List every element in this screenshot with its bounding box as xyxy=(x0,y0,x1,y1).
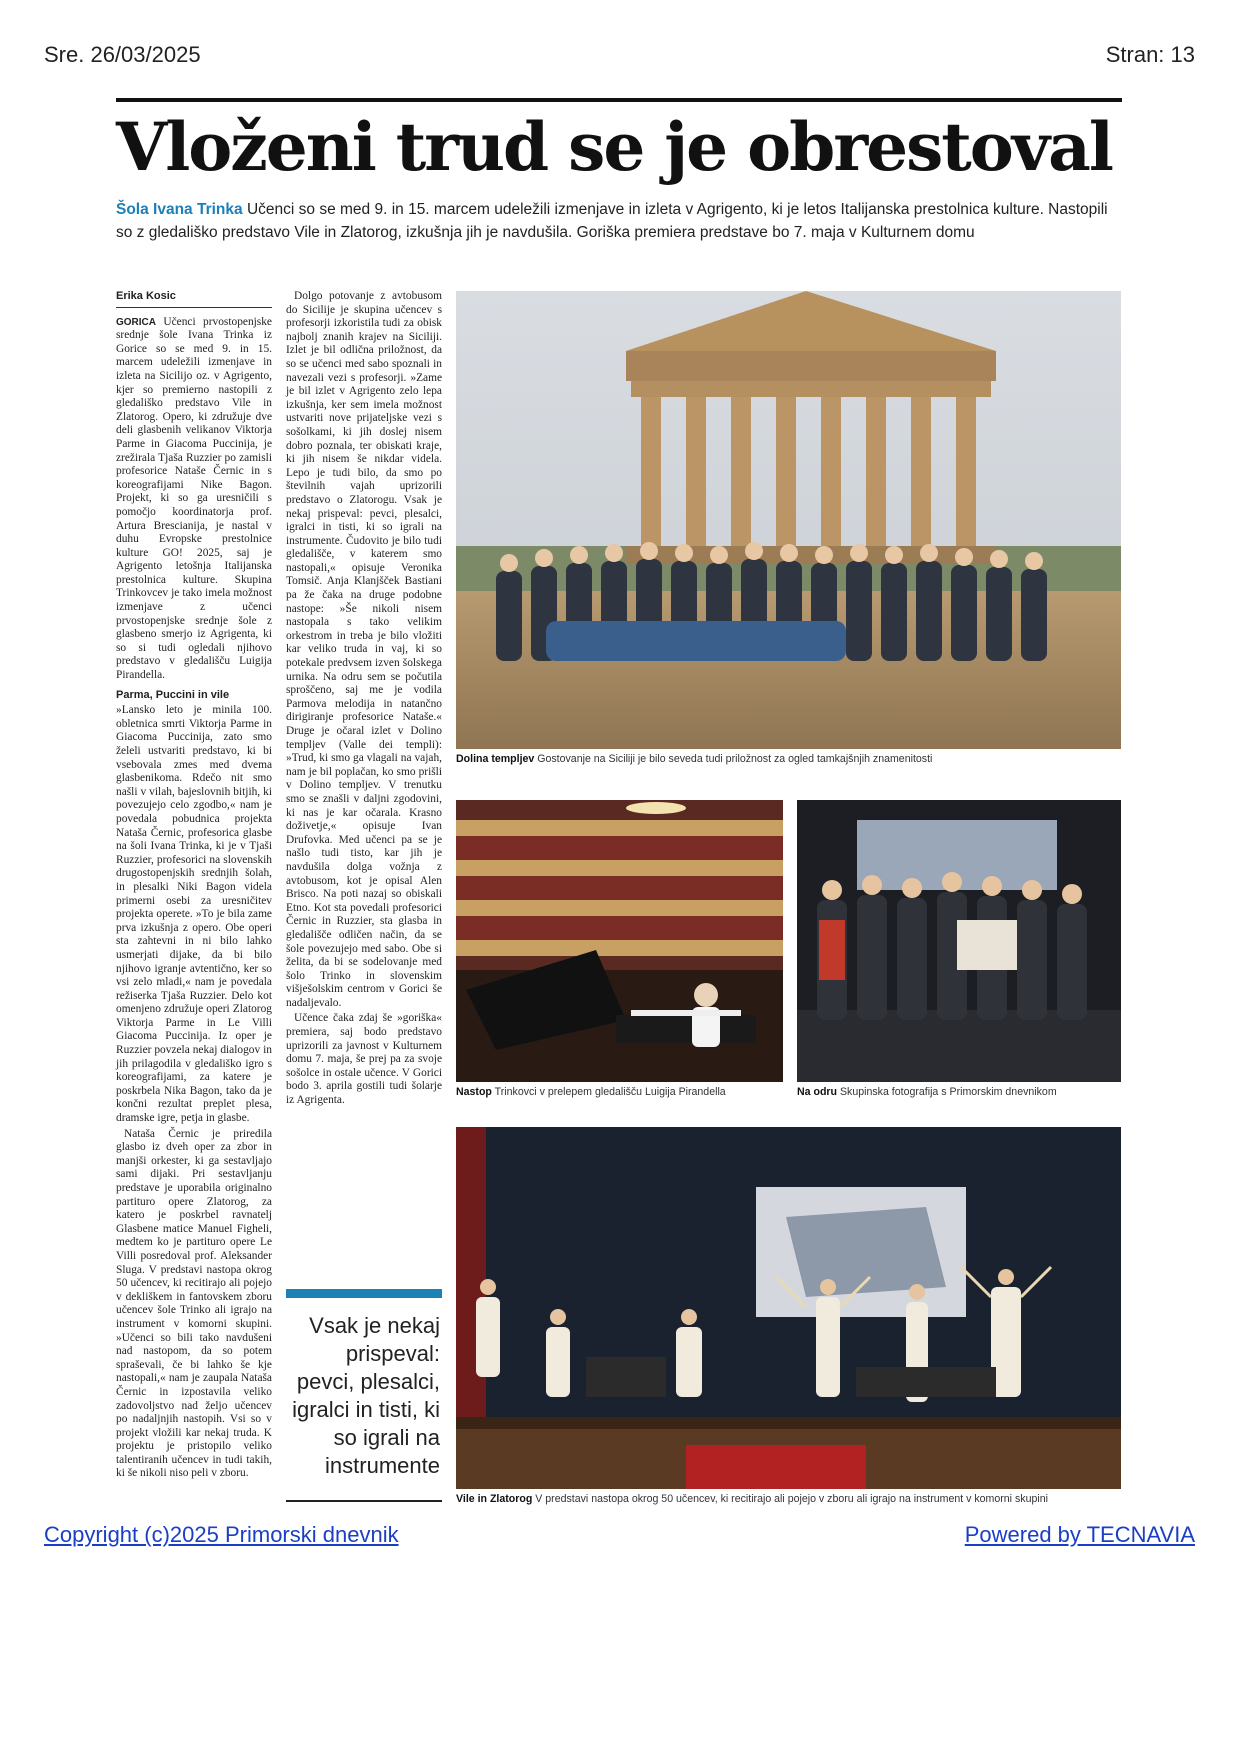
photo-caption-2 xyxy=(456,1085,783,1099)
lead-text: Učenci so se med 9. in 15. marcem udeležili izmenjave in izleta v Agrigento, ki je letos Italijanska prestolnica kulture. Nastopili so z gledališko predstavo Vile in Zlatorog, izkušnja jih je navdušila. Goriška premiera predstave bo 7. maja v Kulturnem domu xyxy=(116,201,1108,241)
dateline: GORICA xyxy=(116,316,156,328)
byline: Erika Kosic xyxy=(116,290,272,308)
title-rule xyxy=(116,98,1122,102)
subhead: Parma, Puccini in vile xyxy=(116,688,230,701)
photo-stage-group xyxy=(797,800,1121,1082)
photo-stage-performance xyxy=(456,1127,1121,1489)
col1-paragraph-2: »Lansko leto je minila 100. obletnica smrti Viktorja Parme in Giacoma Puccinija, zato smo želeli ustvariti predstavo, ki bi vsebovala zmes med dvema glasbenikoma. Rdečo nit smo našli v vilah, bajeslovnih bitjih, ki povezujejo celo zgodbo,« nam je povedala pobudnica projekta Nataša Černic, profesorica glasbe na šoli Ivana Trinka, ki je v Tjaši Ruzzier, profesorici na slovenskih drugostopenjskih srednjih šolah, in plesalki Niki Bagon videla primerni osebi za uresničitev projekta operete. »To je bila zame prva izkušnja z opero. Obe operi sta zahtevni in ni bilo lahko usmerjati dijake, da bi bilo njihovo igranje avtentično, ker so vsi zelo mladi,« nam je povedala režiserka Tjaša Ruzzier. Delo kot omenjeno združuje operi Zlatorog Viktorja Parme in Le Villi Giacoma Puccinija. Iz oper je Ruzzier povzela nekaj dialogov in jih prilagodila v gledališko igro s koreografijami, za katere je poskrbela Nika Bagon, tako da je končni rezultat preplet plesa, dramske igre, petja in glasbe. xyxy=(116,704,272,1125)
col1-paragraph-1: Učenci prvostopenjske srednje šole Ivana Trinka iz Gorice so se med 9. in 15. marcem udeležili izmenjave in izleta na Sicilijo oz. v Agrigento, kjer so premierno nastopili z gledališko predstavo Vile in Zlatorog. Opero, ki združuje dve deli glasbenih velikanov Viktorja Parme in Giacoma Puccinija, je zrežirala Tjaša Ruzzier po zamisli profesorice Nataše Černic in s koreografijami Nike Bagon. Projekt, ki so ga uresničili s pomočjo koordinatorja prof. Artura Brescianija, je nastal v duhu Evropske prestolnice kulture GO! 2025, saj je Agrigento letošnja Italijanska prestolnica kulture. Skupina Trinkovcev je tako imela možnost izmenjave z učenci prvostopenjske srednje šole z glasbeno smerjo iz Agrigenta, ki so si tudi ogledali njihovo predstavo v gledališču Luigija Pirandella. xyxy=(116,315,272,682)
pullquote-rule xyxy=(286,1500,442,1502)
photo-caption-1-text: Gostovanje na Siciliji je bilo seveda tudi priložnost za ogled tamkajšnjih znamenitosti xyxy=(537,753,933,765)
copyright-link[interactable]: Copyright (c)2025 Primorski dnevnik xyxy=(44,1522,399,1547)
col2-paragraph-2: Učence čaka zdaj še »goriška« premiera, saj bodo predstavo uprizorili za javnost v Kulturnem domu 7. maja, še prej pa za svoje sošolce in ostale učence. V Gorici bodo 3. aprila gostili tudi šolarje iz Agrigenta. xyxy=(286,1012,442,1107)
issue-date: Sre. 26/03/2025 xyxy=(44,42,201,67)
photo-caption-4 xyxy=(456,1492,1121,1506)
article-column-1 xyxy=(116,290,272,1483)
article-column-2 xyxy=(286,290,442,1110)
photo-temple-valley xyxy=(456,291,1121,749)
tecnavia-link[interactable]: Powered by TECNAVIA xyxy=(964,1522,1195,1547)
photo-caption-3-text: Skupinska fotografija s Primorskim dnevnikom xyxy=(839,1086,1057,1098)
photo-caption-1-title: Dolina templjev xyxy=(456,753,535,765)
col2-paragraph-1: Dolgo potovanje z avtobusom do Sicilije je skupina učencev s profesorji izkoristila tudi za obisk najbolj znanih krajev na Siciliji. Izlet je bil odlična priložnost, da so se učenci med sabo spoznali in navezali vezi s profesorji. »Zame je bil izlet v Agrigento zelo lepa izkušnja, ker sem imela možnost ustvariti nove prijateljske vezi s sošolkami, ki jih doslej nisem dobro poznala, ter obiskati kraje, ki jih nisem še nikdar videla. Lepo je tudi bilo, da smo po številnih vajah uprizorili predstavo o Zlatorogu. Vsak je nekaj prispeval: pevci, plesalci, igralci in tisti, ki so igrali na instrumente. Čudovito je bilo tudi gledališče, v katerem smo nastopali,« opisuje Veronika Tomsič. Anja Klanjšček Bastiani pa že čaka na druge podobne nastope: »Še nikoli nisem nastopala s tako velikim orkestrom in treba je bilo vložiti kar veliko truda in vaj, ki so potekale predvsem izven šolskega urnika. Na odru sem se počutila sproščeno, saj me je vodila Parmova melodija in natančno dirigiranje profesorice Nataše.« Druge je očaral izlet v Dolino templjev (Valle dei templi): »Trud, ki smo ga vlagali na vajah, nam je bil poplačan, ko smo prišli v Dolino templjev. V trenutku smo se znašli v daljni zgodovini, ki nas je kar očarala. Krasno doživetje,« opisuje Ivan Drufovka. Med učenci pa se je našlo tudi tisto, kar jih je navdušila dolga vožnja z avtobusom, kot je opisal Alen Brisco. Na poti nazaj so obiskali Etno. Kot sta povedali profesorici Černic in Ruzzier, sta glasba in gledališče odličen način, da se šole povezujejo med sabo. Obe si želita, da bi se sodelovanje med šolo Trinko in slovenskim višješolskim centrom v Gorici še nadaljevalo. xyxy=(286,290,442,1009)
photo-caption-2-text: Trinkovci v prelepem gledališču Luigija Pirandella xyxy=(494,1086,726,1098)
photo-caption-4-title: Vile in Zlatorog xyxy=(456,1493,533,1505)
photo-caption-1 xyxy=(456,752,1121,766)
article-title: Vloženi trud se je obrestoval xyxy=(116,108,1112,186)
photo-caption-3-title: Na odru xyxy=(797,1086,838,1098)
lead-kicker: Šola Ivana Trinka xyxy=(116,201,243,218)
photo-caption-2-title: Nastop xyxy=(456,1086,492,1098)
pullquote-bar xyxy=(286,1289,442,1298)
photo-caption-3 xyxy=(797,1085,1121,1099)
article-lead xyxy=(116,198,1126,244)
photo-theatre-performance xyxy=(456,800,783,1082)
page-number: Stran: 13 xyxy=(1105,42,1195,67)
pullquote: Vsak je nekaj prispeval: pevci, plesalci, igralci in tisti, ki so igrali na instrumente xyxy=(292,1313,440,1478)
col1-paragraph-3: Nataša Černic je priredila glasbo iz dveh oper za zbor in manjši orkester, ki ga sestavljajo sami dijaki. Pri sestavljanju predstave je uporabila originalno partituro opere Zlatorog, za katero je poskrbel ravnatelj Glasbene matice Manuel Figheli, medtem ko je partituro opere Le Villi posredoval prof. Aleksander Sluga. V predstavi nastopa okrog 50 učencev, ki recitirajo ali pojejo v dekliškem in fantovskem zboru učencev šole Trinko ali igrajo na instrument v komorni skupini. »Učenci so bili tako navdušeni nad nastopom, da so potem spraševali, če bi lahko še kje nastopali,« nam je zaupala Nataša Černic in izpostavila veliko zadovoljstvo nad željo učencev po nadaljnjih nastopih. Vsi so v projekt vložili kar nekaj truda. K projektu je pristopilo veliko talentiranih učencev in tudi takih, ki še nikoli niso peli v zboru. xyxy=(116,1127,272,1480)
photo-caption-4-text: V predstavi nastopa okrog 50 učencev, ki recitirajo ali pojejo v zboru ali igrajo na instrument v komorni skupini xyxy=(535,1493,1048,1505)
